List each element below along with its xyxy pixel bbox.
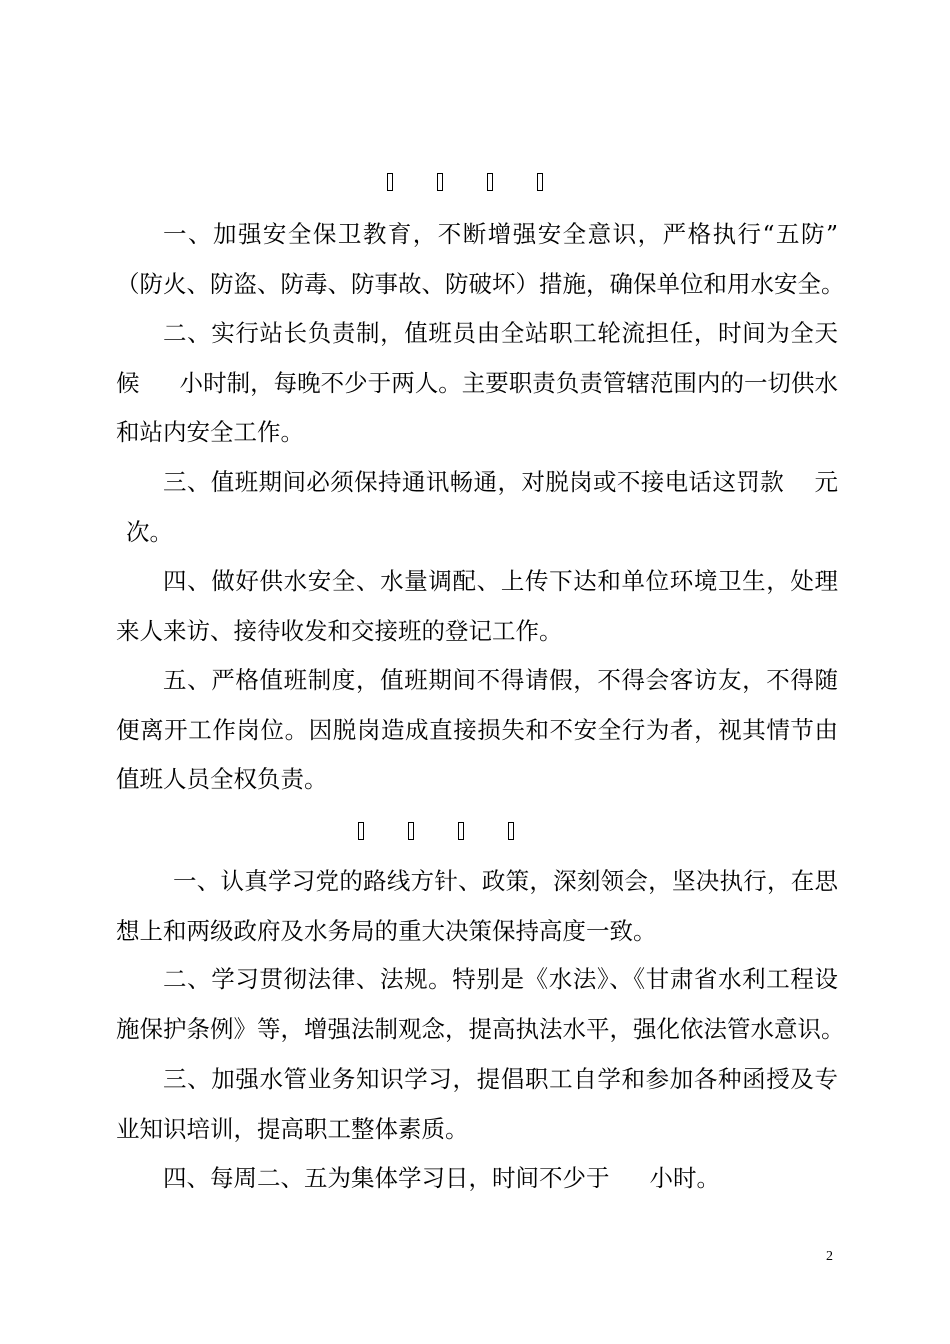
missing-glyph-icon [358,822,364,840]
missing-glyph-icon [508,822,514,840]
missing-glyph-icon [437,173,443,191]
section-heading-duty [387,167,543,197]
study-paragraph-3 [116,1055,838,1154]
paragraph-line: 次。 [126,517,173,546]
missing-glyph-icon [387,173,393,191]
paragraph-line: 一、加强安全保卫教育，不断增强安全意识，严格执行“五防” [163,220,838,248]
paragraph-line: 来人来访、接待收发和交接班的登记工作。 [116,616,563,645]
paragraph-line: 三、加强水管业务知识学习，提倡职工自学和参加各种函授及专 [163,1065,838,1093]
paragraph-line: 一、认真学习党的路线方针、政策，深刻领会，坚决执行，在思 [173,867,838,895]
paragraph-line: 业知识培训，提高职工整体素质。 [116,1114,469,1143]
page-number: 2 [826,1249,833,1264]
study-paragraph-4 [116,1154,838,1204]
paragraph-fragment: 小时。 [649,1164,720,1192]
missing-glyph-icon [458,822,464,840]
missing-glyph-icon [537,173,543,191]
missing-glyph-icon [487,173,493,191]
paragraph-line: 四、做好供水安全、水量调配、上传下达和单位环境卫生，处理 [163,567,838,595]
duty-paragraph-2 [116,309,838,458]
paragraph-line: 五、严格值班制度，值班期间不得请假，不得会客访友，不得随 [163,666,838,694]
paragraph-line [116,1154,838,1204]
paragraph-line [116,458,838,508]
missing-glyph-icon [408,822,414,840]
paragraph-line: 值班人员全权负责。 [116,765,328,793]
paragraph-line: 和站内安全工作。 [116,418,304,446]
paragraph-fragment: 四、每周二、五为集体学习日，时间不少于 [163,1164,610,1192]
duty-paragraph-5 [116,656,838,805]
paragraph-line: 便离开工作岗位。因脱岗造成直接损失和不安全行为者，视其情节由 [116,715,838,744]
study-paragraph-1 [116,857,838,956]
paragraph-line: 二、实行站长负责制，值班员由全站职工轮流担任，时间为全天 [163,319,838,347]
paragraph-fragment: 元 [814,468,839,496]
duty-paragraph-1 [116,210,845,309]
paragraph-fragment: 候 [116,368,140,397]
duty-paragraph-3 [116,458,838,557]
paragraph-line: （防火、防盗、防毒、防事故、防破坏）措施，确保单位和用水安全。 [116,269,845,298]
paragraph-line [116,359,838,409]
paragraph-fragment: 三、值班期间必须保持通讯畅通，对脱岗或不接电话这罚款 [163,468,785,496]
paragraph-line: 施保护条例》等，增强法制观念，提高执法水平，强化依法管水意识。 [116,1014,845,1043]
study-paragraph-2 [116,955,845,1054]
duty-paragraph-4 [116,557,838,656]
section-heading-study [358,816,514,846]
paragraph-line: 想上和两级政府及水务局的重大决策保持高度一致。 [116,916,657,945]
paragraph-line: 二、学习贯彻法律、法规。特别是《水法》、《甘肃省水利工程设 [163,965,838,993]
paragraph-fragment: 小时制，每晚不少于两人。主要职责负责管辖范围内的一切供水 [179,368,839,397]
